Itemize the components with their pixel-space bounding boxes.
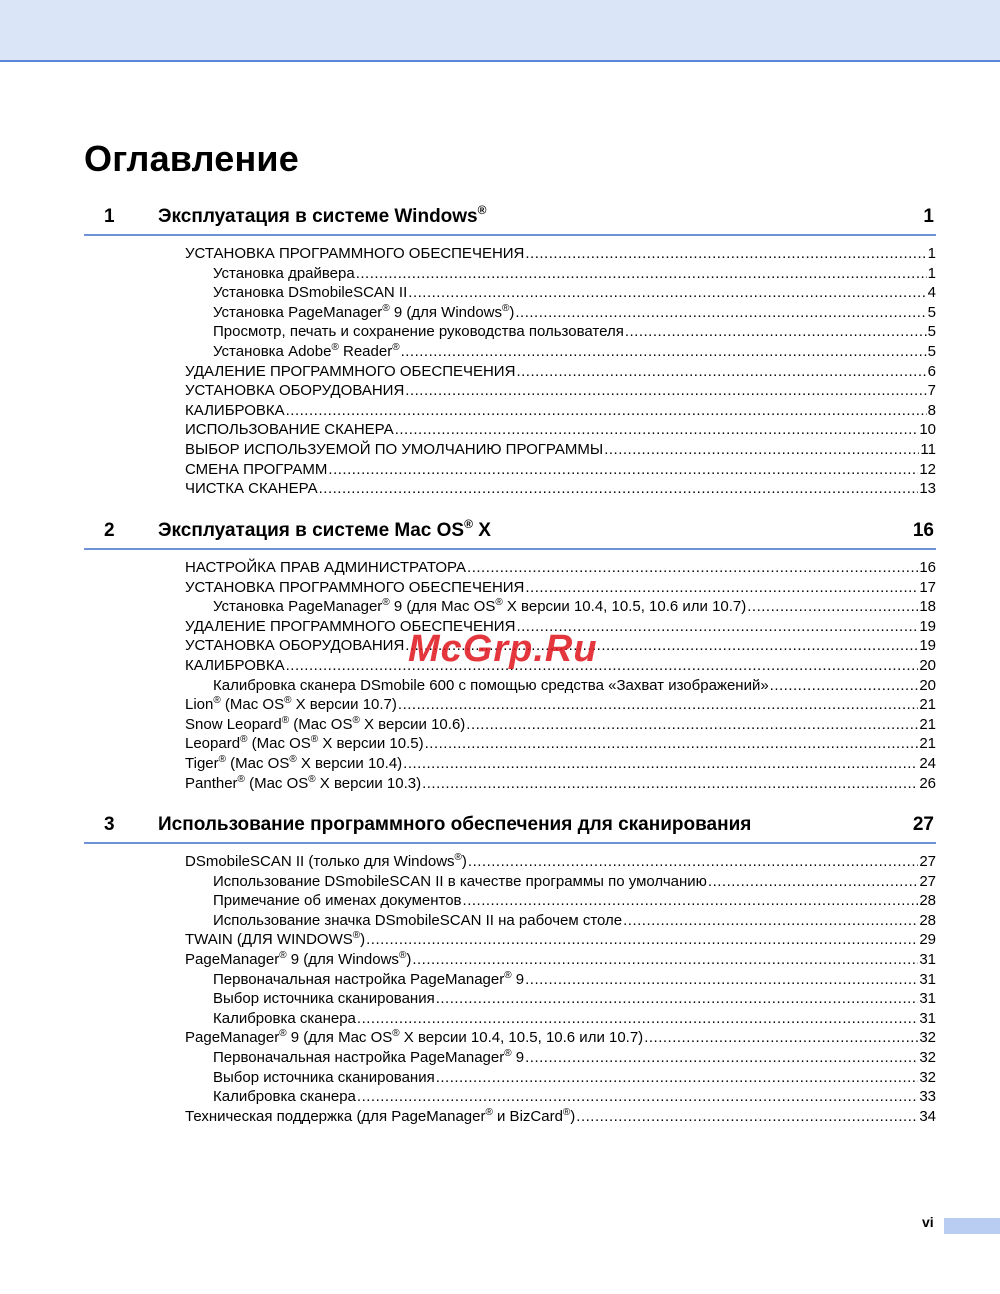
toc-entry[interactable] <box>84 1009 936 1029</box>
entry-page: 4 <box>927 284 936 302</box>
toc-entry[interactable] <box>84 303 936 323</box>
entry-title: УСТАНОВКА ОБОРУДОВАНИЯ <box>185 382 405 400</box>
toc-entry[interactable] <box>84 754 936 774</box>
entry-page: 6 <box>927 362 936 380</box>
entry-title: Установка DSmobileSCAN II <box>213 284 408 302</box>
entry-title: Tiger® (Mac OS® X версии 10.4) <box>185 753 403 772</box>
entry-page: 31 <box>919 970 936 988</box>
chapter-title: Использование программного обеспечения для сканирования <box>158 814 752 835</box>
entry-page: 28 <box>919 911 936 929</box>
dot-leader <box>525 244 926 264</box>
dot-leader <box>286 656 919 676</box>
dot-leader <box>625 322 927 342</box>
toc-entry[interactable] <box>84 930 936 950</box>
entry-title: НАСТРОЙКА ПРАВ АДМИНИСТРАТОРА <box>185 559 467 576</box>
toc-entry[interactable] <box>84 734 936 754</box>
entry-title: Первоначальная настройка PageManager® 9 <box>213 969 525 988</box>
toc-entry[interactable] <box>84 852 936 872</box>
chapter-heading[interactable] <box>84 812 936 844</box>
entry-title: PageManager® 9 (для Mac OS® X версии 10.4, 10.5, 10.6 или 10.7) <box>185 1028 644 1047</box>
dot-leader <box>525 970 918 990</box>
entry-page: 31 <box>919 1009 936 1027</box>
entry-title: Установка PageManager® 9 (для Mac OS® X версии 10.4, 10.5, 10.6 или 10.7) <box>213 597 747 616</box>
dot-leader <box>422 774 918 794</box>
toc-entry[interactable] <box>84 401 936 421</box>
entry-title: Leopard® (Mac OS® X версии 10.5) <box>185 734 424 753</box>
dot-leader <box>408 283 926 303</box>
entry-page: 26 <box>919 774 936 792</box>
entry-title: Lion® (Mac OS® X версии 10.7) <box>185 695 397 714</box>
page-tab <box>944 1218 1000 1234</box>
entry-page: 10 <box>919 421 936 439</box>
entry-title: Установка PageManager® 9 (для Windows®) <box>213 302 515 321</box>
entry-page: 32 <box>919 1029 936 1047</box>
entry-title: Panther® (Mac OS® X версии 10.3) <box>185 773 422 792</box>
entry-page: 8 <box>927 401 936 419</box>
dot-leader <box>466 715 918 735</box>
entry-title: Калибровка сканера <box>213 1088 356 1106</box>
toc-entry[interactable] <box>84 1048 936 1068</box>
entry-page: 31 <box>919 950 936 968</box>
header-band <box>0 0 1000 62</box>
watermark: McGrp.Ru <box>408 628 598 670</box>
entry-title: PageManager® 9 (для Windows®) <box>185 949 412 968</box>
toc-entry[interactable] <box>84 1087 936 1107</box>
dot-leader <box>644 1028 918 1048</box>
chapter-heading[interactable] <box>84 518 936 550</box>
entry-page: 1 <box>927 245 936 262</box>
toc-entry[interactable] <box>84 1107 936 1127</box>
dot-leader <box>412 950 918 970</box>
toc-entry[interactable] <box>84 911 936 931</box>
toc-entry[interactable] <box>84 774 936 794</box>
toc-entry[interactable] <box>84 460 936 480</box>
dot-leader <box>708 872 918 892</box>
chapter-page: 1 <box>923 206 934 227</box>
dot-leader <box>516 362 926 382</box>
chapter-heading[interactable] <box>84 204 936 236</box>
toc-entry[interactable] <box>84 597 936 617</box>
dot-leader <box>436 1068 919 1088</box>
dot-leader <box>356 264 927 284</box>
chapter-page: 27 <box>912 814 934 835</box>
entry-page: 34 <box>919 1107 936 1125</box>
dot-leader <box>747 597 918 617</box>
entry-page: 5 <box>927 303 936 321</box>
entry-title: Техническая поддержка (для PageManager® и BizCard®) <box>185 1106 576 1125</box>
chapter-3 <box>84 812 936 1126</box>
dot-leader <box>403 754 918 774</box>
dot-leader <box>401 342 927 362</box>
dot-leader <box>405 381 926 401</box>
dot-leader <box>468 852 918 872</box>
toc-entry[interactable] <box>84 381 936 401</box>
toc-entry[interactable] <box>84 695 936 715</box>
entry-page: 18 <box>919 598 936 616</box>
dot-leader <box>525 578 918 598</box>
entry-title: Установка драйвера <box>213 264 355 282</box>
entry-page: 13 <box>919 480 936 498</box>
chapter-number: 1 <box>104 206 115 227</box>
entry-title: Первоначальная настройка PageManager® 9 <box>213 1047 525 1066</box>
toc-entry[interactable] <box>84 362 936 382</box>
entry-title: УСТАНОВКА ОБОРУДОВАНИЯ <box>185 637 405 655</box>
entry-title: Калибровка сканера DSmobile 600 с помощью средства «Захват изображений» <box>213 676 769 694</box>
entry-page: 19 <box>919 617 936 635</box>
entry-title: TWAIN (ДЛЯ WINDOWS®) <box>185 930 366 949</box>
entry-title: Snow Leopard® (Mac OS® X версии 10.6) <box>185 714 466 733</box>
entry-page: 32 <box>919 1048 936 1066</box>
entry-page: 21 <box>919 696 936 714</box>
dot-leader <box>425 734 919 754</box>
entry-page: 19 <box>919 637 936 655</box>
entry-page: 11 <box>920 440 936 458</box>
dot-leader <box>576 1107 918 1127</box>
dot-leader <box>604 440 919 460</box>
chapter-number: 3 <box>104 814 115 835</box>
entry-title: УСТАНОВКА ПРОГРАММНОГО ОБЕСПЕЧЕНИЯ <box>185 245 525 262</box>
toc-entry[interactable] <box>84 715 936 735</box>
entry-page: 16 <box>919 559 936 576</box>
dot-leader <box>525 1048 918 1068</box>
entry-page: 1 <box>927 264 936 282</box>
dot-leader <box>467 558 918 578</box>
entry-title: Выбор источника сканирования <box>213 990 435 1008</box>
entry-title: Установка Adobe® Reader® <box>213 341 400 360</box>
chapter-1 <box>84 204 936 499</box>
dot-leader <box>436 989 919 1009</box>
dot-leader <box>319 479 919 499</box>
dot-leader <box>463 891 919 911</box>
entry-title: СМЕНА ПРОГРАММ <box>185 460 328 478</box>
dot-leader <box>395 420 919 440</box>
entry-title: Калибровка сканера <box>213 1009 356 1027</box>
entry-page: 17 <box>919 578 936 596</box>
entry-title: Использование DSmobileSCAN II в качестве программы по умолчанию <box>213 872 707 890</box>
dot-leader <box>398 695 918 715</box>
entry-page: 5 <box>927 323 936 341</box>
toc-entry[interactable] <box>84 1068 936 1088</box>
entry-page: 20 <box>919 656 936 674</box>
chapter-page: 16 <box>912 520 934 541</box>
toc-entry[interactable] <box>84 342 936 362</box>
entry-page: 33 <box>919 1088 936 1106</box>
entry-title: УДАЛЕНИЕ ПРОГРАММНОГО ОБЕСПЕЧЕНИЯ <box>185 362 516 380</box>
entry-page: 12 <box>919 460 936 478</box>
toc-entry[interactable] <box>84 244 936 264</box>
entry-page: 29 <box>919 931 936 949</box>
entry-title: ЧИСТКА СКАНЕРА <box>185 480 318 498</box>
toc-entry[interactable] <box>84 440 936 460</box>
entry-page: 27 <box>919 872 936 890</box>
entry-page: 7 <box>927 382 936 400</box>
toc-entry[interactable] <box>84 558 936 578</box>
entry-page: 21 <box>919 715 936 733</box>
entry-title: DSmobileSCAN II (только для Windows®) <box>185 852 467 870</box>
dot-leader <box>286 401 927 421</box>
entry-page: 24 <box>919 754 936 772</box>
entry-title: УСТАНОВКА ПРОГРАММНОГО ОБЕСПЕЧЕНИЯ <box>185 578 525 596</box>
toc-entry[interactable] <box>84 989 936 1009</box>
toc-entry[interactable] <box>84 264 936 284</box>
entry-title: УДАЛЕНИЕ ПРОГРАММНОГО ОБЕСПЕЧЕНИЯ <box>185 617 516 635</box>
dot-leader <box>357 1087 918 1107</box>
toc-entry[interactable] <box>84 872 936 892</box>
entry-title: ИСПОЛЬЗОВАНИЕ СКАНЕРА <box>185 421 394 439</box>
entry-title: Примечание об именах документов <box>213 892 462 910</box>
entry-title: Выбор источника сканирования <box>213 1068 435 1086</box>
entry-page: 27 <box>919 853 936 870</box>
entry-title: КАЛИБРОВКА <box>185 656 285 674</box>
dot-leader <box>623 911 918 931</box>
entry-page: 21 <box>919 735 936 753</box>
entry-page: 31 <box>919 990 936 1008</box>
chapter-title: Эксплуатация в системе Windows® <box>158 203 487 227</box>
entry-page: 32 <box>919 1068 936 1086</box>
page-title: Оглавление <box>84 138 299 179</box>
dot-leader <box>357 1009 918 1029</box>
toc-entry[interactable] <box>84 1028 936 1048</box>
page-number: vi <box>922 1214 934 1230</box>
toc-entry[interactable] <box>84 676 936 696</box>
toc-entry[interactable] <box>84 420 936 440</box>
dot-leader <box>515 303 926 323</box>
entry-page: 5 <box>927 342 936 360</box>
toc-entry[interactable] <box>84 950 936 970</box>
toc-entry[interactable] <box>84 970 936 990</box>
dot-leader <box>328 460 918 480</box>
chapter-title: Эксплуатация в системе Mac OS® X <box>158 517 491 541</box>
dot-leader <box>366 930 918 950</box>
entry-page: 20 <box>919 676 936 694</box>
entry-page: 28 <box>919 892 936 910</box>
entry-title: КАЛИБРОВКА <box>185 401 285 419</box>
chapter-number: 2 <box>104 520 115 541</box>
toc-entry[interactable] <box>84 578 936 598</box>
toc-entry[interactable] <box>84 891 936 911</box>
toc-entry[interactable] <box>84 283 936 303</box>
toc-entry[interactable] <box>84 479 936 499</box>
entry-title: Использование значка DSmobileSCAN II на рабочем столе <box>213 911 623 929</box>
dot-leader <box>770 676 919 696</box>
toc-entry[interactable] <box>84 322 936 342</box>
entry-title: ВЫБОР ИСПОЛЬЗУЕМОЙ ПО УМОЛЧАНИЮ ПРОГРАММЫ <box>185 440 604 458</box>
entry-title: Просмотр, печать и сохранение руководства пользователя <box>213 323 624 341</box>
